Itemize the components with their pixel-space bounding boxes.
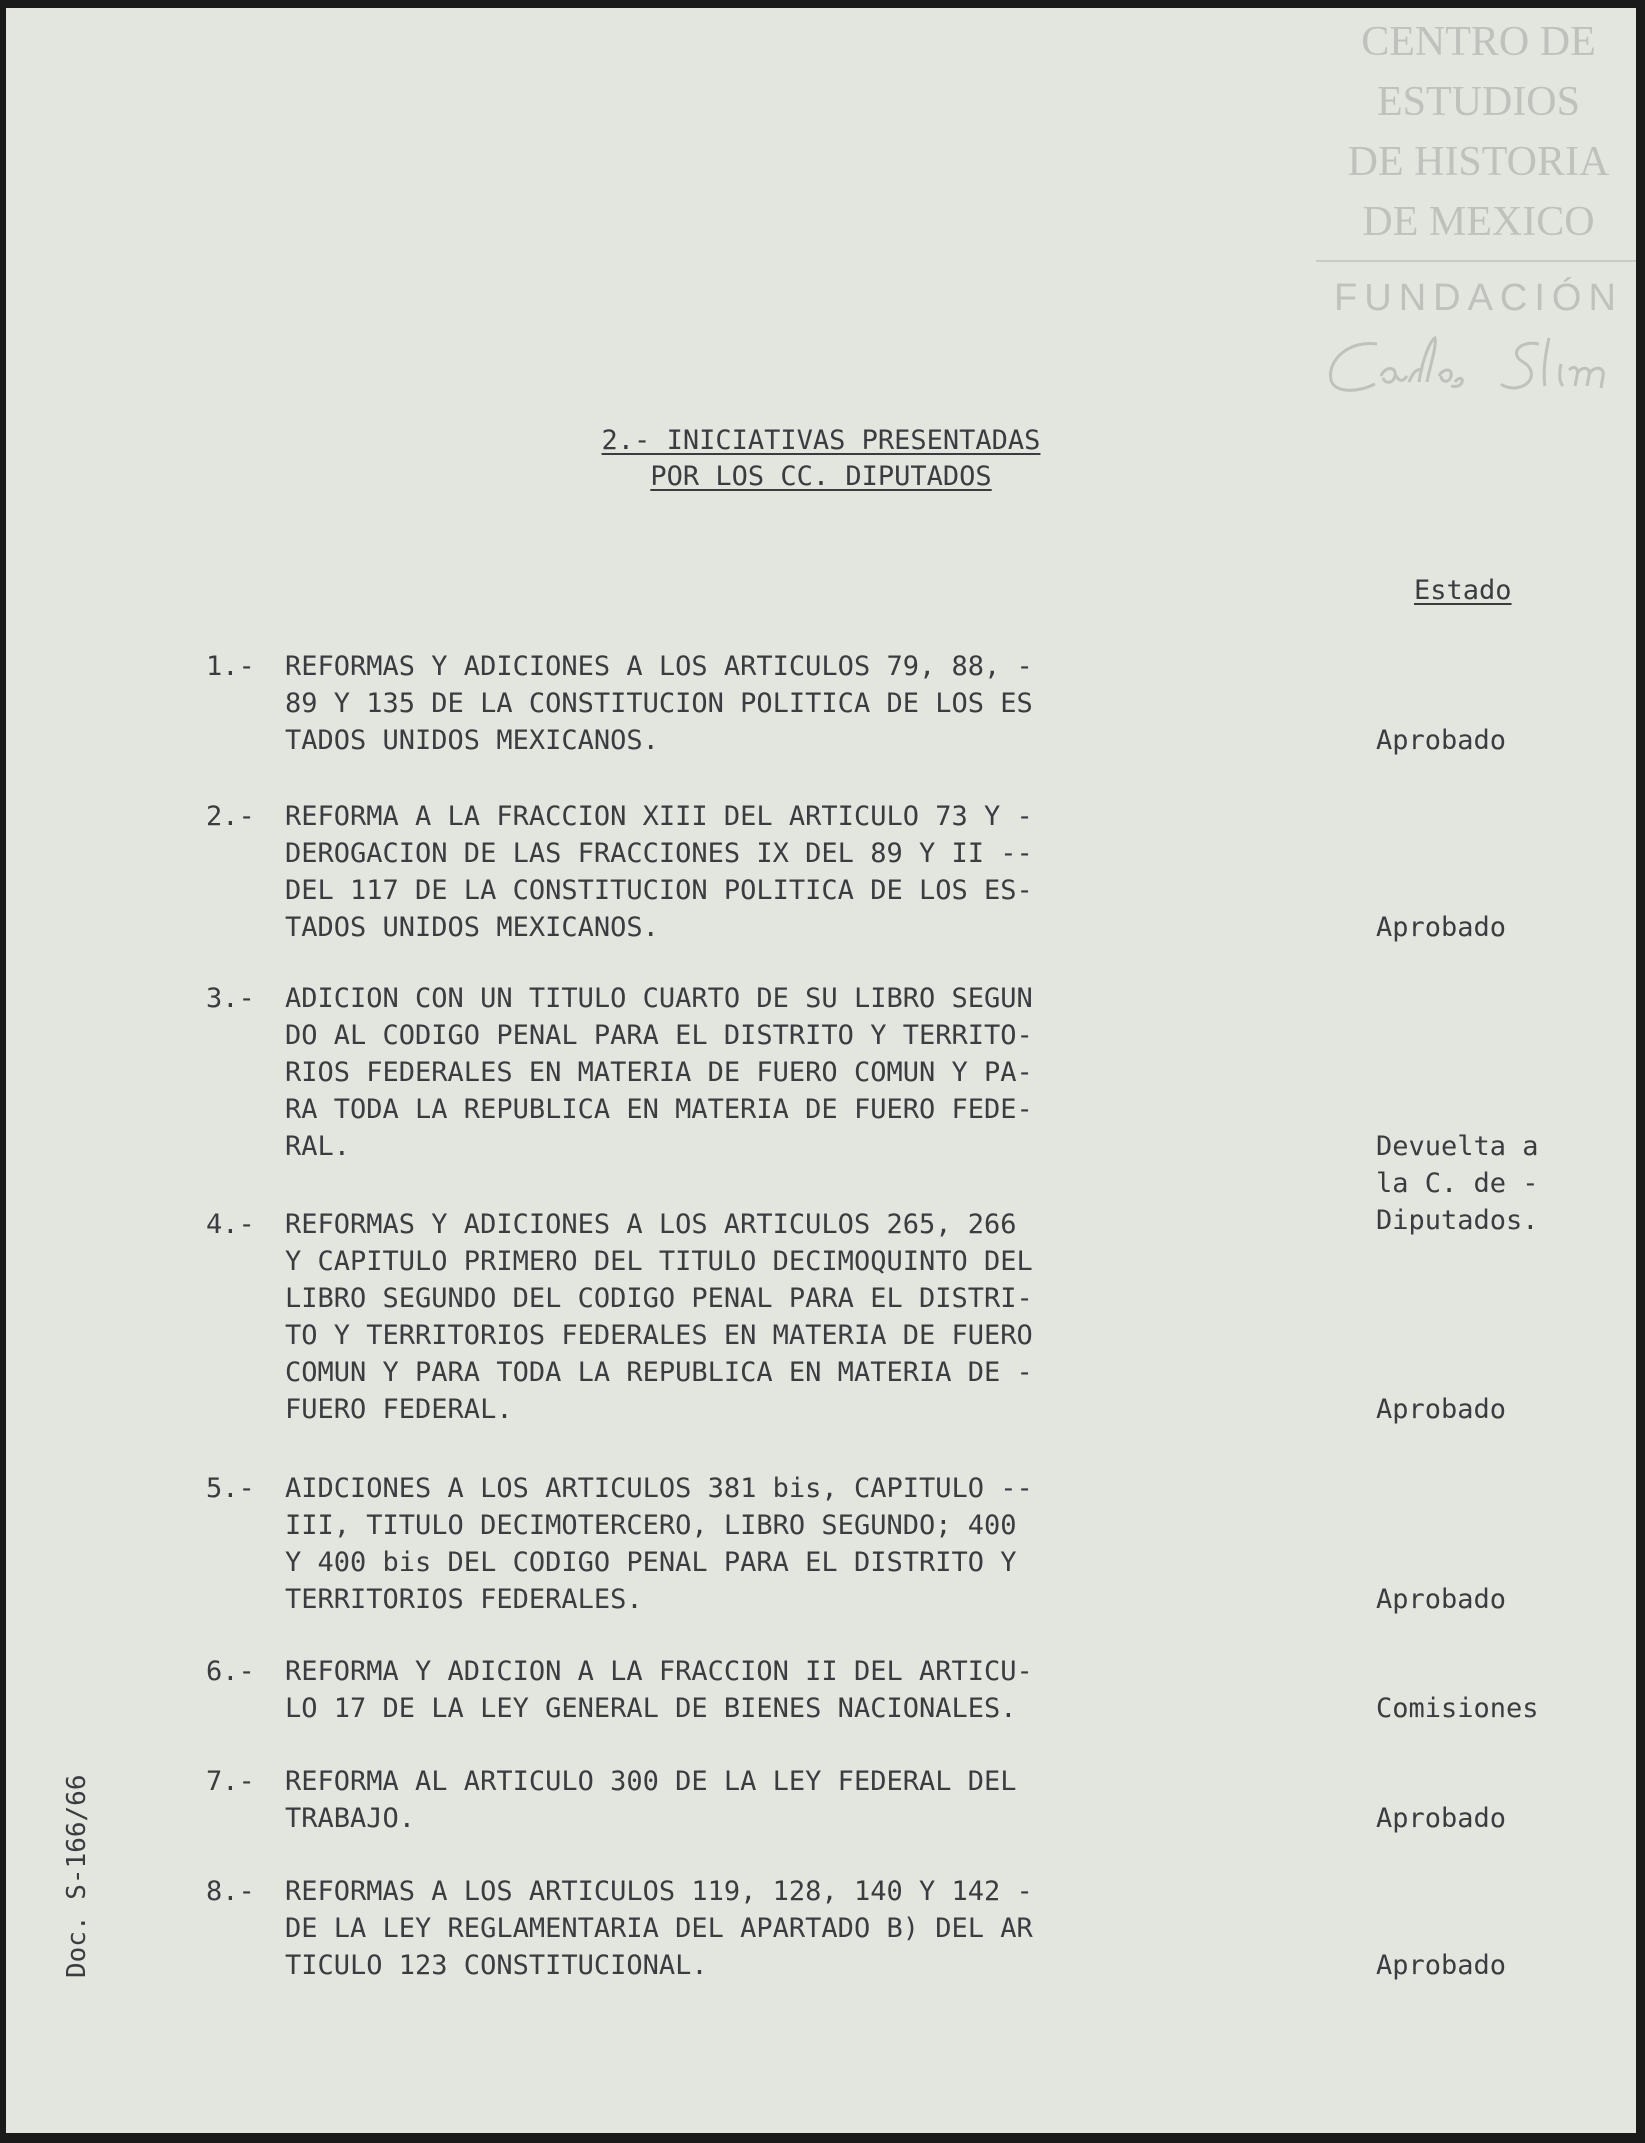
item-description-line: Y CAPITULO PRIMERO DEL TITULO DECIMOQUINTO DEL [285,1246,1033,1277]
item-description-line: 89 Y 135 DE LA CONSTITUCION POLITICA DE LOS ES [285,688,1033,719]
item-description-line: REFORMAS A LOS ARTICULOS 119, 128, 140 Y 142 - [285,1876,1033,1907]
item-description [285,1470,1033,1618]
signature-icon [1319,326,1637,406]
item-description-line: REFORMAS Y ADICIONES A LOS ARTICULOS 265, 266 [285,1209,1017,1240]
item-description-line: DO AL CODIGO PENAL PARA EL DISTRITO Y TERRITO- [285,1020,1033,1051]
item-description-line: AIDCIONES A LOS ARTICULOS 381 bis, CAPITULO -- [285,1473,1033,1504]
item-description [285,1873,1033,1984]
watermark-foundation: FUNDACIÓN [1334,277,1623,319]
item-description-line: DE LA LEY REGLAMENTARIA DEL APARTADO B) DEL AR [285,1913,1033,1944]
watermark-line-2: ESTUDIOS [1376,79,1580,125]
item-description-line: LIBRO SEGUNDO DEL CODIGO PENAL PARA EL DISTRI- [285,1283,1033,1314]
item-description-line: RIOS FEDERALES EN MATERIA DE FUERO COMUN Y PA- [285,1057,1033,1088]
item-description-line: DEL 117 DE LA CONSTITUCION POLITICA DE LOS ES- [285,875,1033,906]
item-description-line: TADOS UNIDOS MEXICANOS. [285,912,659,943]
item-description-line: REFORMA AL ARTICULO 300 DE LA LEY FEDERAL DEL [285,1766,1017,1797]
item-description [285,980,1033,1165]
item-number: 2.- [206,801,255,832]
item-description-line: FUERO FEDERAL. [285,1394,513,1425]
item-status-line: Devuelta a [1376,1131,1539,1162]
item-description-line: ADICION CON UN TITULO CUARTO DE SU LIBRO SEGUN [285,983,1033,1014]
item-status-line: Aprobado [1376,725,1507,756]
item-status-line: Aprobado [1376,1803,1507,1834]
item-status [1376,1690,1539,1727]
item-description-line: LO 17 DE LA LEY GENERAL DE BIENES NACIONALES. [285,1693,1017,1724]
watermark-line-3: DE HISTORIA [1347,139,1610,185]
item-status [1376,1800,1506,1837]
item-number: 4.- [206,1209,255,1240]
watermark-institution [1316,8,1636,252]
item-description-line: REFORMA Y ADICION A LA FRACCION II DEL ARTICU- [285,1656,1033,1687]
item-status [1376,909,1506,946]
item-status [1376,1391,1506,1428]
item-description-line: TERRITORIOS FEDERALES. [285,1584,643,1615]
item-status-line: Aprobado [1376,1950,1507,1981]
item-description [285,1763,1017,1837]
watermark-divider [1316,260,1636,262]
item-description [285,798,1033,946]
item-number: 3.- [206,983,255,1014]
document-reference: Doc. S-166/66 [62,1774,92,1978]
heading-line-2: POR LOS CC. DIPUTADOS [650,461,992,492]
item-description-line: III, TITULO DECIMOTERCERO, LIBRO SEGUNDO; 400 [285,1510,1017,1541]
item-description-line: TADOS UNIDOS MEXICANOS. [285,725,659,756]
item-description-line: Y 400 bis DEL CODIGO PENAL PARA EL DISTRITO Y [285,1547,1017,1578]
item-status [1376,1128,1539,1239]
item-description-line: REFORMA A LA FRACCION XIII DEL ARTICULO 73 Y - [285,801,1033,832]
item-status [1376,1947,1506,1984]
item-number: 5.- [206,1473,255,1504]
document-heading [6,423,1636,495]
item-description [285,648,1033,759]
watermark-signature [1316,326,1636,410]
status-column-header: Estado [1414,575,1512,606]
item-description-line: RA TODA LA REPUBLICA EN MATERIA DE FUERO FEDE- [285,1094,1033,1125]
item-status-line: Aprobado [1376,912,1507,943]
item-status-line: Aprobado [1376,1584,1507,1615]
item-number: 7.- [206,1766,255,1797]
watermark-line-1: CENTRO DE [1361,19,1596,65]
item-number: 1.- [206,651,255,682]
item-status [1376,722,1506,759]
item-description-line: RAL. [285,1131,351,1162]
item-status-line: Comisiones [1376,1693,1539,1724]
heading-line-1: 2.- INICIATIVAS PRESENTADAS [601,425,1041,456]
item-description-line: REFORMAS Y ADICIONES A LOS ARTICULOS 79, 88, - [285,651,1033,682]
item-status-line: la C. de - [1376,1168,1539,1199]
item-description-line: TICULO 123 CONSTITUCIONAL. [285,1950,708,1981]
item-status-line: Aprobado [1376,1394,1507,1425]
item-description [285,1206,1033,1428]
watermark [1316,8,1636,408]
watermark-line-4: DE MEXICO [1362,199,1595,245]
item-number: 6.- [206,1656,255,1687]
item-description [285,1653,1033,1727]
item-status-line: Diputados. [1376,1205,1539,1236]
item-description-line: COMUN Y PARA TODA LA REPUBLICA EN MATERIA DE - [285,1357,1033,1388]
item-number: 8.- [206,1876,255,1907]
document-page [6,8,1636,2133]
item-description-line: DEROGACION DE LAS FRACCIONES IX DEL 89 Y II -- [285,838,1033,869]
item-description-line: TO Y TERRITORIOS FEDERALES EN MATERIA DE FUERO [285,1320,1033,1351]
item-status [1376,1581,1506,1618]
item-description-line: TRABAJO. [285,1803,416,1834]
